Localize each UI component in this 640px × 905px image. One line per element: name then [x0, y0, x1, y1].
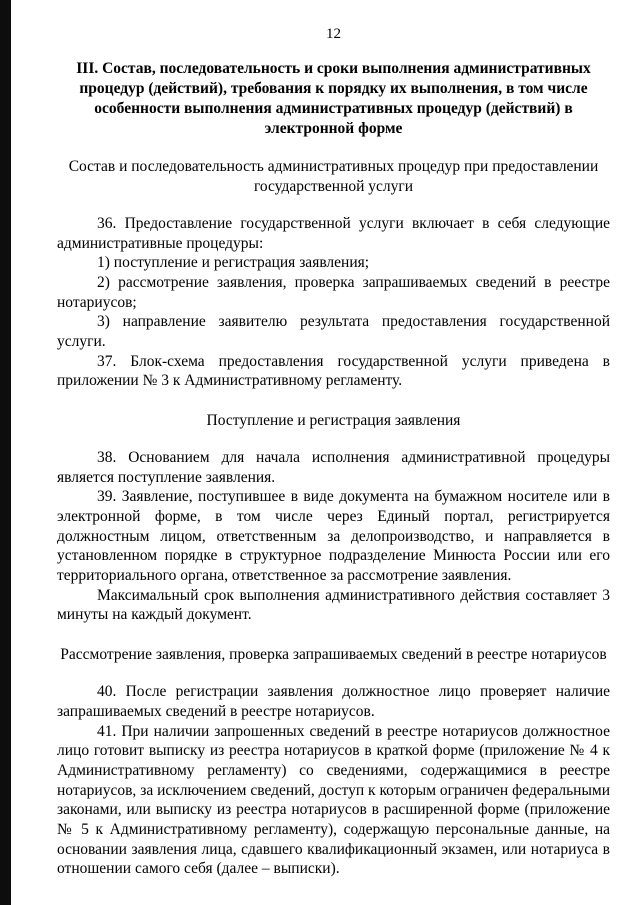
- subheading-composition: Состав и последовательность административных процедур при предоставлении государственной услуги: [68, 157, 599, 195]
- paragraph-40: 40. После регистрации заявления должностное лицо проверяет наличие запрашиваемых сведений в реестре нотариусов.: [57, 683, 610, 720]
- paragraph-36: 36. Предоставление государственной услуги включает в себя следующие административные процедуры:: [57, 214, 610, 252]
- paragraph-41: 41. При наличии запрошенных сведений в реестре нотариусов должностное лицо готовит выписку из реестра нотариусов в краткой форме (приложение № 4 к Административному регламенту) со сведениями, содержащимися в реестре нотариусов, за исключением сведений, доступ к которым ограничен федеральными законами, или выписку из реестра нотариусов в расширенной форме (приложение № 5 к Административному регламенту), содержащую персональные данные, на основании заявления лица, сдавшего квалификационный экзамен, или нотариуса в отношении самого себя (далее – выписки).: [57, 722, 610, 878]
- paragraph-39: 39. Заявление, поступившее в виде документа на бумажном носителе или в электронной форме, в том числе через Единый портал, регистрируется должностным лицом, ответственным за делопроизводство, и направляется в установленном порядке в структурное подразделение Минюста России или его территориального органа, ответственное за рассмотрение заявления.: [57, 488, 610, 585]
- paragraph-37: 37. Блок-схема предоставления государственной услуги приведена в приложении № 3 к Административному регламенту.: [57, 352, 610, 390]
- paragraph-36-item-3: 3) направление заявителю результата предоставления государственной услуги.: [57, 313, 610, 350]
- paragraph-36-item-2: 2) рассмотрение заявления, проверка запрашиваемых сведений в реестре нотариусов;: [57, 273, 610, 311]
- section-heading: III. Состав, последовательность и сроки выполнения административных процедур (действий), требования к порядку их выполнения, в том числе особенности выполнения административных процедур (действий) в электронной форме: [76, 60, 591, 138]
- subheading-receipt: Поступление и регистрация заявления: [206, 411, 461, 429]
- scan-edge-artifact: [0, 0, 11, 905]
- paragraph-38: 38. Основанием для начала исполнения административной процедуры является поступление заявления.: [57, 449, 610, 486]
- page-content: [57, 26, 610, 879]
- subheading-review: Рассмотрение заявления, проверка запрашиваемых сведений в реестре нотариусов: [60, 646, 607, 664]
- page-number: 12: [326, 26, 341, 42]
- paragraph-39-term: Максимальный срок выполнения административного действия составляет 3 минуты на каждый документ.: [57, 586, 610, 624]
- paragraph-36-item-1: 1) поступление и регистрация заявления;: [97, 254, 370, 272]
